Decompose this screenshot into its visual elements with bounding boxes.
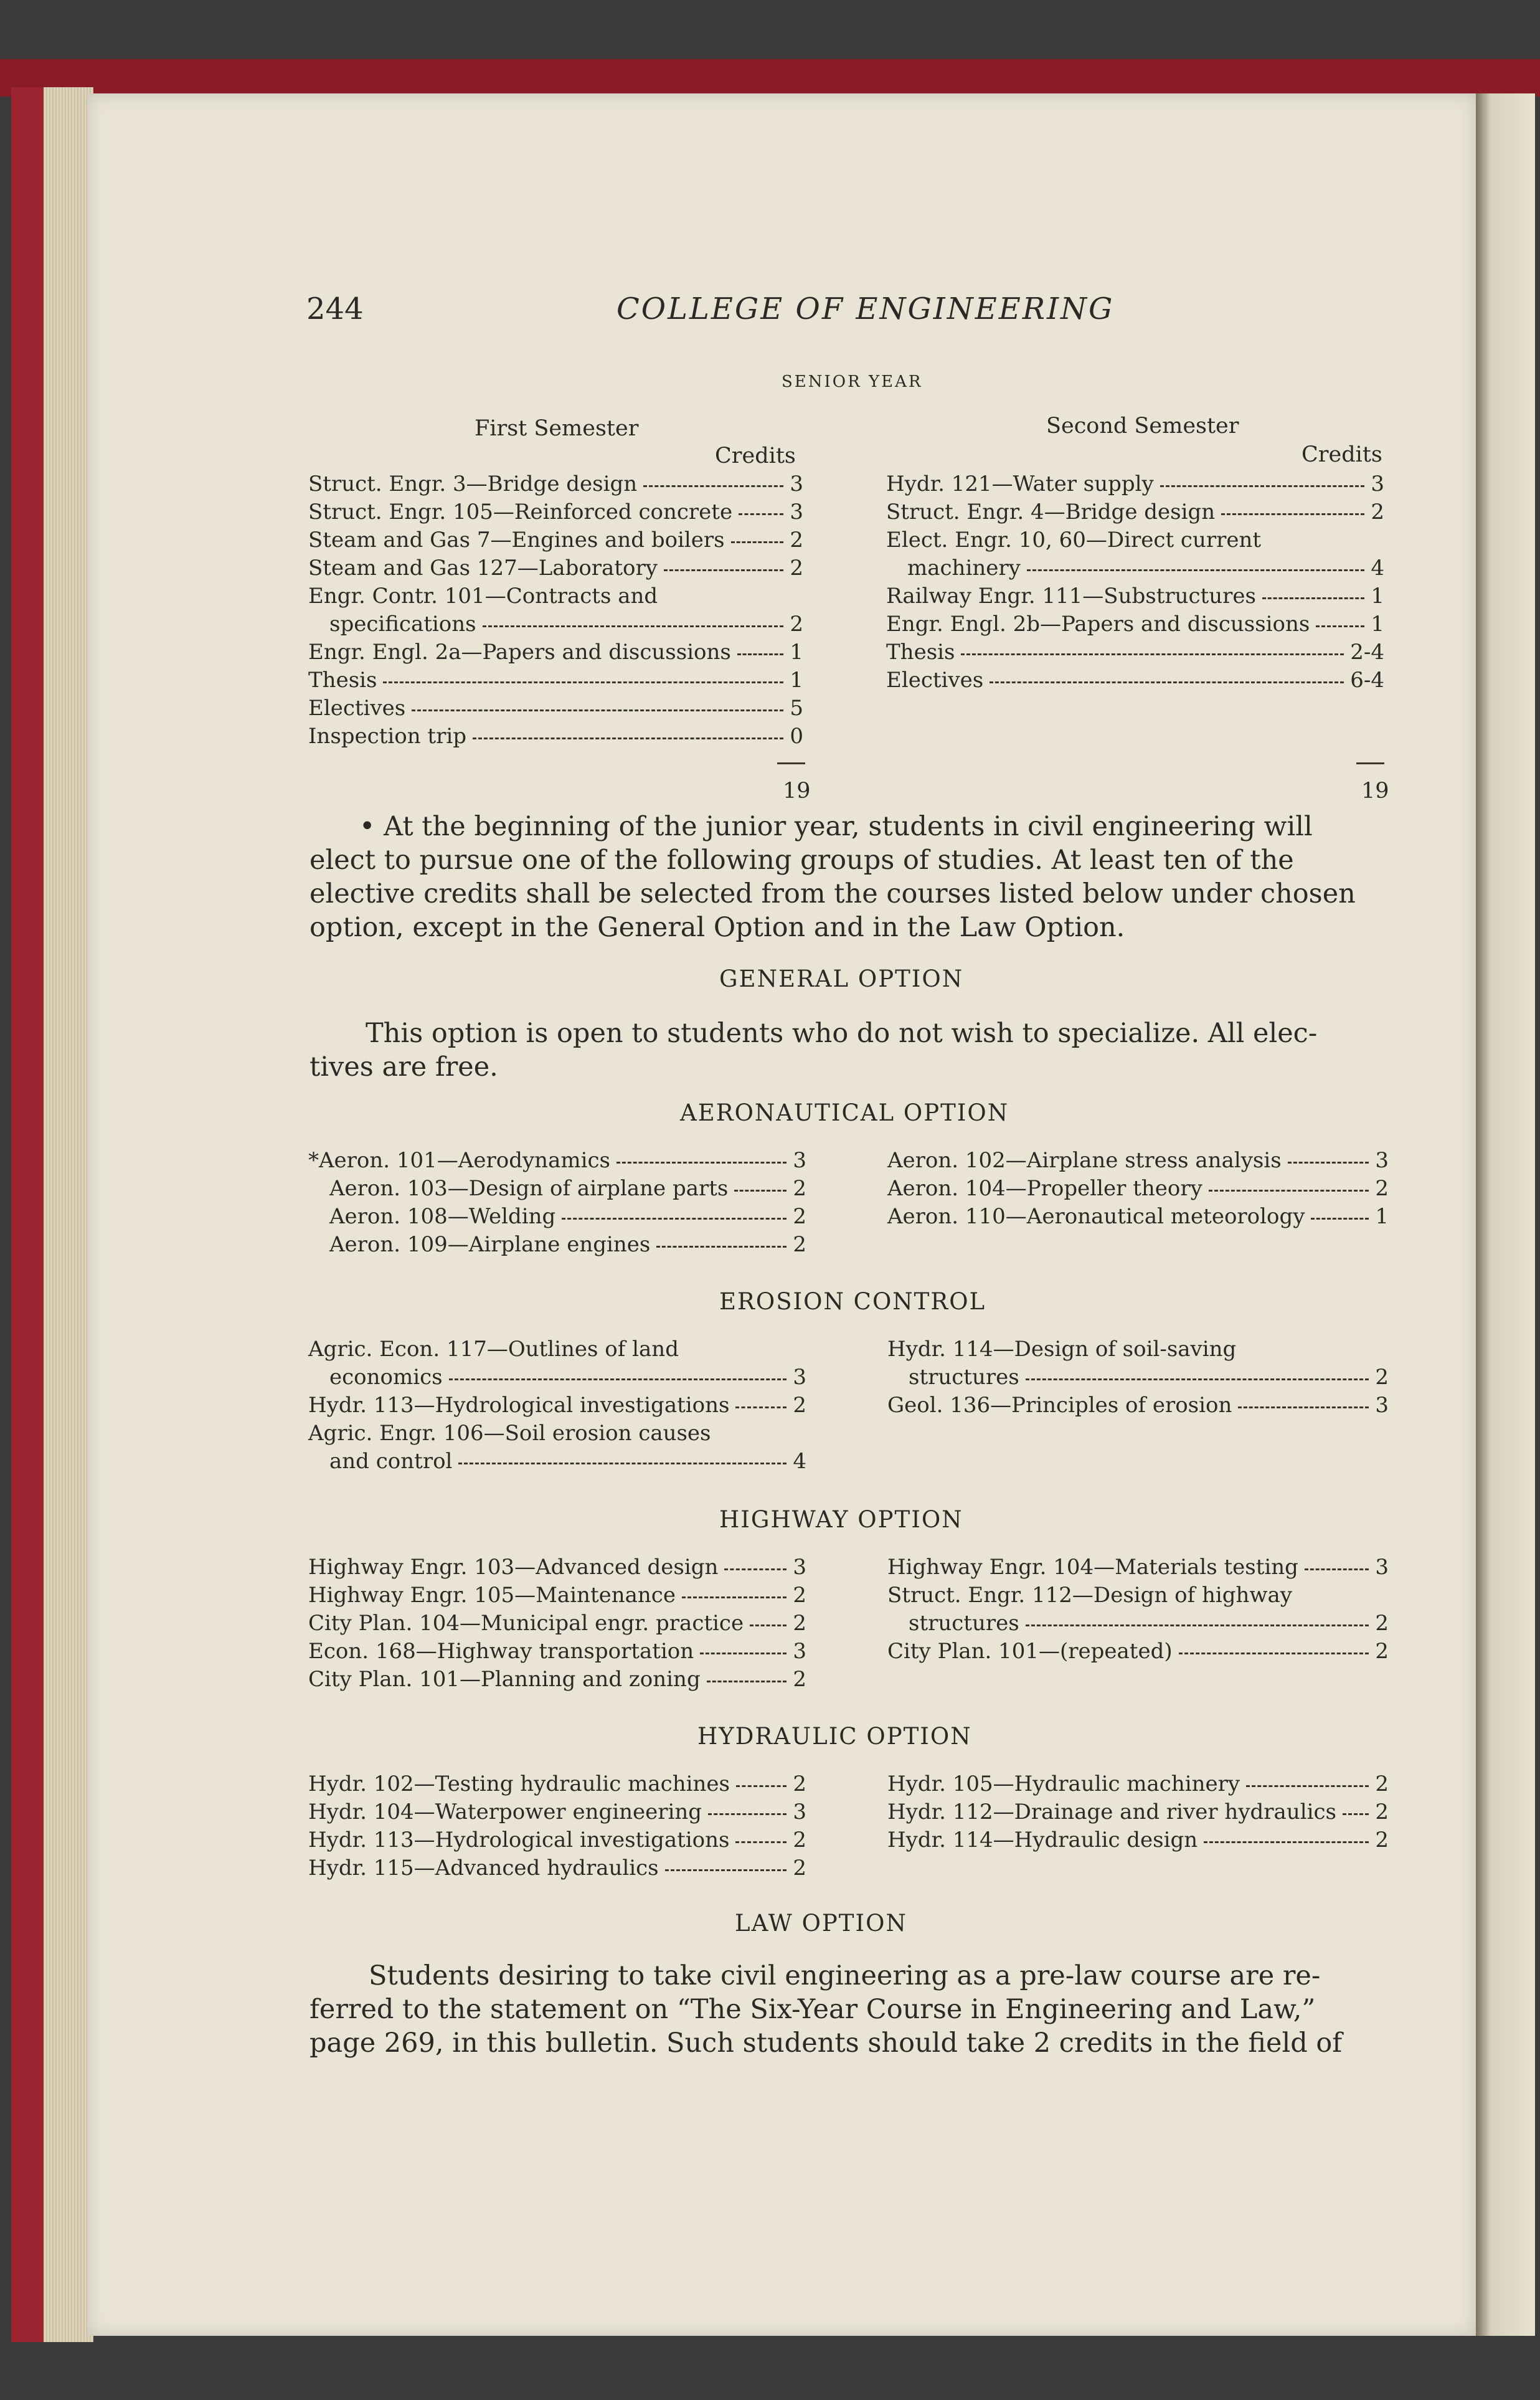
course-row	[308, 1421, 806, 1446]
leader-dots	[458, 1463, 787, 1464]
leader-dots	[483, 625, 783, 627]
course-credits: 2	[1375, 1800, 1389, 1824]
leader-dots	[1027, 569, 1364, 571]
course-name: machinery	[907, 556, 1021, 581]
course-row	[308, 640, 803, 665]
course-row	[886, 640, 1384, 665]
law-option-line: page 269, in this bulletin. Such students should take 2 credits in the field of	[309, 2028, 1343, 2059]
leader-dots	[1026, 1625, 1369, 1626]
leader-dots	[750, 1625, 787, 1626]
course-row	[308, 1555, 806, 1580]
course-credits: 3	[1375, 1555, 1389, 1580]
course-credits: 2	[790, 528, 803, 553]
course-credits: 3	[793, 1148, 806, 1173]
course-row	[887, 1148, 1389, 1173]
leader-dots	[724, 1568, 787, 1570]
leader-dots	[961, 653, 1344, 655]
general-option-line: This option is open to students who do not wish to specialize. All elec-	[366, 1018, 1318, 1049]
course-row	[308, 1667, 806, 1692]
course-name: Struct. Engr. 3—Bridge design	[308, 472, 638, 496]
course-row	[887, 1772, 1389, 1796]
leader-dots	[616, 1162, 787, 1164]
course-name: Elect. Engr. 10, 60—Direct current	[886, 528, 1262, 553]
page-edges	[44, 87, 93, 2342]
course-row	[308, 1148, 806, 1173]
course-name: Engr. Contr. 101—Contracts and	[308, 584, 658, 609]
intro-line: elective credits shall be selected from the courses listed below under chosen	[309, 878, 1356, 909]
course-credits: 1	[1375, 1204, 1389, 1229]
course-name: Electives	[886, 668, 984, 693]
course-credits: 2	[790, 556, 803, 581]
course-name: Hydr. 114—Hydraulic design	[887, 1828, 1198, 1852]
running-title: COLLEGE OF ENGINEERING	[616, 292, 1115, 326]
course-row	[308, 1639, 806, 1664]
intro-line: option, except in the General Option and in the Law Option.	[309, 912, 1125, 943]
leader-dots	[1221, 513, 1364, 515]
course-credits: 2	[790, 612, 803, 637]
intro-paragraph	[309, 810, 1356, 944]
course-row	[308, 1611, 806, 1636]
course-name: Hydr. 115—Advanced hydraulics	[308, 1856, 659, 1881]
course-row	[329, 1449, 806, 1474]
course-credits: 1	[1371, 612, 1384, 637]
course-name: Aeron. 103—Design of airplane parts	[329, 1176, 729, 1201]
second-semester-total: 19	[1361, 779, 1389, 804]
course-credits: 3	[790, 472, 803, 496]
leader-dots	[1288, 1162, 1369, 1164]
course-row	[886, 612, 1384, 637]
course-name: City Plan. 101—(repeated)	[887, 1639, 1173, 1664]
course-name: Hydr. 114—Design of soil-saving	[887, 1337, 1237, 1362]
course-credits: 2	[1371, 500, 1384, 524]
course-credits: 4	[793, 1449, 806, 1474]
law-option-text	[309, 1959, 1342, 2060]
course-name: Engr. Engl. 2a—Papers and discussions	[308, 640, 731, 665]
leader-dots	[665, 1869, 787, 1871]
leader-dots	[643, 485, 783, 487]
course-credits: 3	[793, 1365, 806, 1390]
leader-dots	[735, 1841, 787, 1843]
leader-dots	[736, 1785, 787, 1787]
leader-dots	[412, 709, 783, 711]
course-row	[308, 696, 803, 721]
leader-dots	[1305, 1568, 1369, 1570]
course-row	[308, 1337, 806, 1362]
course-row	[887, 1583, 1389, 1608]
leader-dots	[449, 1378, 787, 1380]
course-row	[887, 1555, 1389, 1580]
course-credits: 1	[1371, 584, 1384, 609]
leader-dots	[1262, 597, 1364, 599]
course-name: Highway Engr. 103—Advanced design	[308, 1555, 719, 1580]
course-row	[887, 1393, 1389, 1418]
course-name: Hydr. 113—Hydrological investigations	[308, 1393, 730, 1418]
course-credits: 2	[1375, 1611, 1389, 1636]
leader-dots	[731, 541, 783, 543]
leader-dots	[990, 681, 1344, 683]
course-name: Hydr. 113—Hydrological investigations	[308, 1828, 730, 1852]
course-row	[886, 500, 1384, 524]
course-name: City Plan. 101—Planning and zoning	[308, 1667, 701, 1692]
course-name: Geol. 136—Principles of erosion	[887, 1393, 1232, 1418]
course-row	[329, 612, 803, 637]
course-name: Econ. 168—Highway transportation	[308, 1639, 694, 1664]
course-name: Struct. Engr. 112—Design of highway	[887, 1583, 1292, 1608]
leader-dots	[737, 653, 783, 655]
leader-dots	[1343, 1813, 1369, 1815]
course-name: Struct. Engr. 4—Bridge design	[886, 500, 1216, 524]
course-name: Railway Engr. 111—Substructures	[886, 584, 1256, 609]
leader-dots	[383, 681, 783, 683]
course-credits: 3	[793, 1639, 806, 1664]
leader-dots	[700, 1653, 787, 1654]
course-name: Hydr. 105—Hydraulic machinery	[887, 1772, 1240, 1796]
course-row	[329, 1232, 806, 1257]
leader-dots	[1316, 625, 1364, 627]
course-name: Aeron. 102—Airplane stress analysis	[887, 1148, 1282, 1173]
course-credits: 2	[793, 1772, 806, 1796]
course-name: Aeron. 109—Airplane engines	[329, 1232, 651, 1257]
course-name: Engr. Engl. 2b—Papers and discussions	[886, 612, 1310, 637]
course-row	[308, 528, 803, 553]
leader-dots	[1204, 1841, 1369, 1843]
course-row	[308, 724, 803, 749]
leader-dots	[708, 1813, 787, 1815]
course-credits: 3	[1375, 1393, 1389, 1418]
first-semester-heading: First Semester	[475, 416, 639, 441]
course-credits: 2	[793, 1232, 806, 1257]
course-credits: 2	[793, 1204, 806, 1229]
course-credits: 2	[1375, 1828, 1389, 1852]
course-row	[308, 1583, 806, 1608]
second-semester-credits-label: Credits	[1301, 442, 1382, 467]
course-name: economics	[329, 1365, 443, 1390]
course-row	[308, 1772, 806, 1796]
law-option-heading: LAW OPTION	[735, 1910, 907, 1937]
second-semester-sum-line	[1356, 762, 1384, 764]
leader-dots	[1238, 1406, 1369, 1408]
second-semester-heading: Second Semester	[1046, 414, 1239, 439]
course-name: and control	[329, 1449, 453, 1474]
course-credits: 3	[1371, 472, 1384, 496]
leader-dots	[1246, 1785, 1369, 1787]
leader-dots	[707, 1681, 787, 1682]
course-row	[909, 1365, 1389, 1390]
course-row	[308, 1393, 806, 1418]
course-name: Aeron. 110—Aeronautical meteorology	[887, 1204, 1305, 1229]
course-name: specifications	[329, 612, 476, 637]
course-row	[308, 1800, 806, 1824]
general-option-heading: GENERAL OPTION	[719, 965, 964, 992]
course-credits: 2	[793, 1611, 806, 1636]
course-row	[887, 1204, 1389, 1229]
course-name: Hydr. 104—Waterpower engineering	[308, 1800, 702, 1824]
course-row	[886, 668, 1384, 693]
course-credits: 1	[790, 640, 803, 665]
course-name: Electives	[308, 696, 406, 721]
leader-dots	[739, 513, 783, 515]
law-option-line: ferred to the statement on “The Six-Year Course in Engineering and Law,”	[309, 1994, 1316, 2025]
course-name: Highway Engr. 105—Maintenance	[308, 1583, 676, 1608]
course-row	[887, 1337, 1389, 1362]
erosion-control-heading: EROSION CONTROL	[719, 1288, 986, 1315]
highway-option-heading: HIGHWAY OPTION	[719, 1506, 963, 1533]
course-name: Aeron. 108—Welding	[329, 1204, 556, 1229]
course-credits: 2	[1375, 1365, 1389, 1390]
course-row	[308, 500, 803, 524]
leader-dots	[735, 1406, 787, 1408]
course-name: Agric. Engr. 106—Soil erosion causes	[308, 1421, 711, 1446]
general-option-line: tives are free.	[309, 1051, 498, 1083]
course-credits: 2	[1375, 1772, 1389, 1796]
course-row	[308, 1856, 806, 1881]
course-row	[886, 472, 1384, 496]
leader-dots	[664, 569, 783, 571]
course-name: Struct. Engr. 105—Reinforced concrete	[308, 500, 733, 524]
course-credits: 2	[793, 1393, 806, 1418]
course-row	[886, 528, 1384, 553]
leader-dots	[682, 1596, 787, 1598]
leader-dots	[473, 738, 783, 739]
course-name: Highway Engr. 104—Materials testing	[887, 1555, 1298, 1580]
course-credits: 2	[793, 1828, 806, 1852]
course-name: Steam and Gas 7—Engines and boilers	[308, 528, 725, 553]
course-credits: 2	[1375, 1176, 1389, 1201]
leader-dots	[1311, 1218, 1369, 1220]
course-name: structures	[909, 1365, 1019, 1390]
page-number: 244	[306, 292, 364, 326]
course-name: structures	[909, 1611, 1019, 1636]
course-name: Inspection trip	[308, 724, 466, 749]
course-row	[887, 1800, 1389, 1824]
course-credits: 1	[790, 668, 803, 693]
senior-year-title: SENIOR YEAR	[782, 372, 923, 391]
course-credits: 2	[793, 1856, 806, 1881]
course-name: Thesis	[308, 668, 377, 693]
course-row	[329, 1204, 806, 1229]
course-credits: 6-4	[1350, 668, 1384, 693]
first-semester-credits-label: Credits	[715, 443, 796, 468]
course-credits: 2	[793, 1176, 806, 1201]
course-row	[887, 1639, 1389, 1664]
leader-dots	[734, 1190, 787, 1192]
course-credits: 3	[790, 500, 803, 524]
course-row	[886, 584, 1384, 609]
intro-line: elect to pursue one of the following groups of studies. At least ten of the	[309, 845, 1294, 876]
leader-dots	[1026, 1378, 1369, 1380]
leader-dots	[1209, 1190, 1369, 1192]
leader-dots	[656, 1246, 787, 1248]
leader-dots	[1160, 485, 1364, 487]
course-name: Thesis	[886, 640, 955, 665]
page-gutter	[1476, 93, 1535, 2336]
course-name: Hydr. 121—Water supply	[886, 472, 1154, 496]
course-name: Agric. Econ. 117—Outlines of land	[308, 1337, 679, 1362]
course-credits: 3	[1375, 1148, 1389, 1173]
intro-line: • At the beginning of the junior year, students in civil engineering will	[359, 811, 1313, 842]
course-credits: 5	[790, 696, 803, 721]
course-credits: 0	[790, 724, 803, 749]
course-credits: 2	[793, 1583, 806, 1608]
course-row	[907, 556, 1384, 581]
hydraulic-option-heading: HYDRAULIC OPTION	[697, 1723, 972, 1750]
course-credits: 3	[793, 1800, 806, 1824]
course-row	[887, 1828, 1389, 1852]
course-credits: 2	[793, 1667, 806, 1692]
course-row	[329, 1176, 806, 1201]
course-credits: 2	[1375, 1639, 1389, 1664]
course-name: Steam and Gas 127—Laboratory	[308, 556, 658, 581]
law-option-line: Students desiring to take civil engineering as a pre-law course are re-	[369, 1960, 1321, 1991]
first-semester-total: 19	[783, 779, 811, 804]
course-row	[909, 1611, 1389, 1636]
first-semester-sum-line	[777, 762, 805, 764]
aeronautical-option-heading: AERONAUTICAL OPTION	[680, 1099, 1009, 1126]
course-name: City Plan. 104—Municipal engr. practice	[308, 1611, 744, 1636]
general-option-text	[309, 1017, 1317, 1084]
leader-dots	[562, 1218, 787, 1220]
course-row	[329, 1365, 806, 1390]
course-row	[308, 668, 803, 693]
book-cover-top	[0, 59, 1540, 97]
course-name: Hydr. 102—Testing hydraulic machines	[308, 1772, 730, 1796]
leader-dots	[1179, 1653, 1369, 1654]
course-credits: 4	[1371, 556, 1384, 581]
course-row	[308, 584, 803, 609]
course-name: Hydr. 112—Drainage and river hydraulics	[887, 1800, 1336, 1824]
course-credits: 2-4	[1350, 640, 1384, 665]
course-row	[308, 1828, 806, 1852]
course-name: Aeron. 104—Propeller theory	[887, 1176, 1202, 1201]
course-name: *Aeron. 101—Aerodynamics	[308, 1148, 610, 1173]
course-row	[887, 1176, 1389, 1201]
course-row	[308, 556, 803, 581]
course-row	[308, 472, 803, 496]
course-credits: 3	[793, 1555, 806, 1580]
